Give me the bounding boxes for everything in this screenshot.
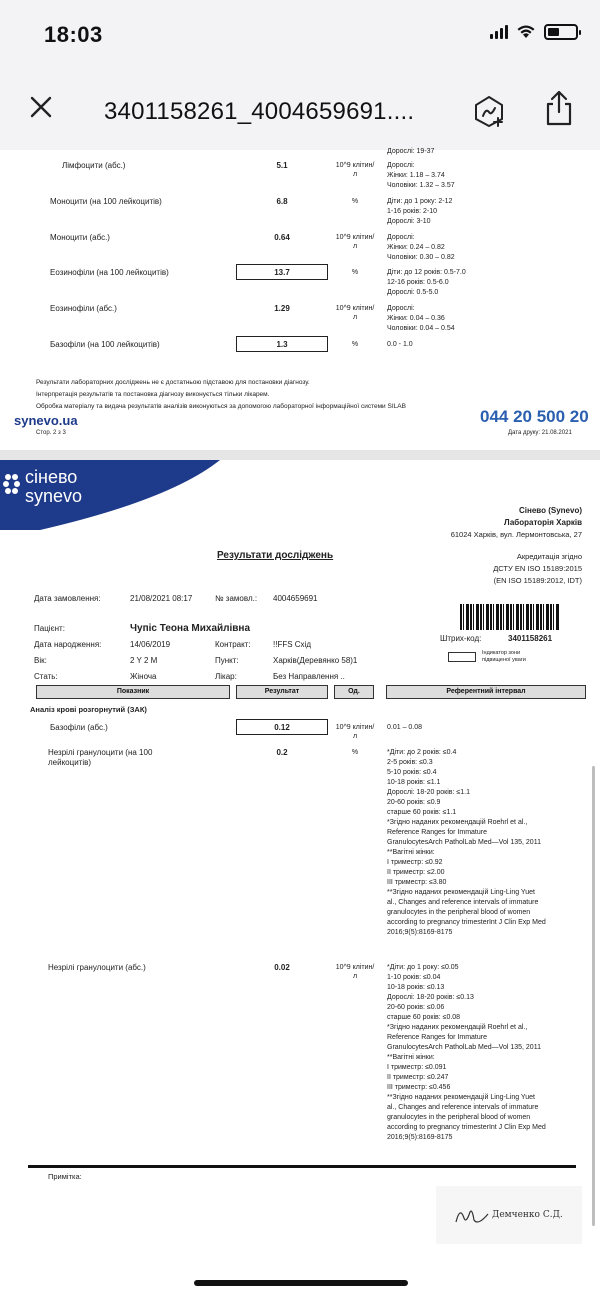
ref-text: 0.0 - 1.0 <box>387 341 413 348</box>
wifi-icon <box>516 25 536 39</box>
test-unit: 10^9 клітин/л <box>335 162 375 178</box>
viewer-nav-bar <box>0 70 600 150</box>
lab-city: Лабораторія Харків <box>504 518 582 527</box>
barcode-label: Штрих-код: <box>440 634 482 643</box>
synevo-logo-icon <box>2 472 22 496</box>
lab-name: Сінево (Synevo) <box>519 506 582 515</box>
test-unit: % <box>351 341 359 348</box>
document-page-3 <box>0 460 600 1297</box>
order-date: 21/08/2021 08:17 <box>130 594 193 603</box>
order-no: 4004659691 <box>273 594 318 603</box>
test-value: 1.29 <box>274 304 290 313</box>
test-name: Моноцити (абс.) <box>50 233 110 242</box>
test-name: Незрілі гранулоцити (абс.) <box>48 963 146 972</box>
test-name: Базофіли (на 100 лейкоцитів) <box>50 340 160 349</box>
status-time: 18:03 <box>44 22 103 47</box>
share-icon[interactable] <box>544 90 574 126</box>
test-name: Еозинофіли (абс.) <box>50 304 117 313</box>
ref-text: *Діти: до 2 років: ≤0.4 2-5 років: ≤0.3 5-10 років: ≤0.4 10-18 років: ≤1.1 Дорослі: 18-20 років: ≤1.1 20-60 років: ≤0.9 старше 60 років: ≤1.1 *Згідно наданих рекомендацій Roehrl et al., Reference Ranges for Immature GranulocytesArch PatholLab Med—Vol 135, 2011 **Вагітні жінки: I триместр: ≤0.92 II триместр: ≤2.00 III триместр: ≤3.80 **Згідно наданих рекомендацій Ling-Ling Yuet al., Changes and reference intervals of immature granulocytes in the peripheral blood of women according to pregnancy trimesterInt J Clin Exp Med 2016;9(5):8169-8175 <box>387 749 546 936</box>
disclaimer-text: Обробка матеріалу та видача результатів аналізів виконуються за допомогою лабораторної інформаційної системи SILAB <box>36 403 406 410</box>
doctor: Без Направлення .. <box>273 672 345 681</box>
ref-text: Діти: до 12 років: 0.5-7.0 12-16 років: 0.5-6.0 Дорослі: 0.5-5.0 <box>387 269 466 296</box>
close-icon[interactable] <box>28 94 54 120</box>
document-page-2 <box>0 150 600 450</box>
markup-icon[interactable] <box>472 94 506 128</box>
indicator-box <box>448 652 476 662</box>
status-icons <box>490 24 578 40</box>
phone-number: 044 20 500 20 <box>480 407 589 426</box>
test-value: 5.1 <box>276 161 288 170</box>
test-value: 0.2 <box>276 748 288 757</box>
point: Харків(Деревянко 58)1 <box>273 656 358 665</box>
test-name: Еозинофіли (на 100 лейкоцитів) <box>50 268 169 277</box>
ref-text: Дорослі: Жінки: 1.18 – 3.74 Чоловіки: 1.32 – 3.57 <box>387 162 455 189</box>
disclaimer-text: Результати лабораторних досліджень не є достатньою підставою для постановки діагнозу. <box>36 379 310 386</box>
test-name: Базофіли (абс.) <box>50 723 108 732</box>
page-number: Стор. 2 з 3 <box>36 430 66 436</box>
column-header-ref: Референтний інтервал <box>386 685 586 699</box>
test-unit: 10^9 клітин/л <box>335 724 375 740</box>
status-bar <box>0 0 600 70</box>
ref-text: Дорослі: 19-37 <box>387 148 435 155</box>
column-header-unit: Од. <box>334 685 374 699</box>
barcode-image <box>460 604 560 630</box>
test-name: Незрілі гранулоцити (на 100 лейкоцитів) <box>48 748 153 767</box>
test-value: 0.64 <box>274 233 290 242</box>
dob: 14/06/2019 <box>130 640 171 649</box>
note-label: Примітка: <box>48 1172 82 1181</box>
order-date-label: Дата замовлення: <box>34 594 101 603</box>
contract-label: Контракт: <box>215 640 251 649</box>
signature-stamp <box>436 1186 582 1244</box>
home-indicator[interactable] <box>194 1280 408 1286</box>
column-header-result: Результат <box>236 685 328 699</box>
accreditation: Акредитація згідно <box>516 552 582 561</box>
signal-icon <box>490 25 508 39</box>
test-unit: 10^9 клітин/л <box>335 964 375 980</box>
test-unit: % <box>351 198 359 205</box>
test-unit: % <box>351 749 359 756</box>
test-name: Моноцити (на 100 лейкоцитів) <box>50 197 162 206</box>
table-bottom-rule <box>28 1165 576 1168</box>
contract: !!FFS Схід <box>273 640 311 649</box>
age: 2 Y 2 M <box>130 656 158 665</box>
sex: Жіноча <box>130 672 157 681</box>
page-separator <box>0 450 600 460</box>
doctor-label: Лікар: <box>215 672 237 681</box>
section-title: Аналіз крові розгорнутий (ЗАК) <box>30 705 147 714</box>
scroll-indicator[interactable] <box>592 766 595 1226</box>
accreditation: ДСТУ EN ISO 15189:2015 <box>493 564 582 573</box>
test-value: 0.12 <box>274 723 290 732</box>
document-view[interactable] <box>0 150 600 1297</box>
test-unit: % <box>351 269 359 276</box>
ref-text: Діти: до 1 року: 2-12 1-16 років: 2-10 Дорослі: 3-10 <box>387 198 453 225</box>
logo-text: synevo <box>25 486 83 506</box>
point-label: Пункт: <box>215 656 239 665</box>
accreditation: (EN ISO 15189:2012, IDT) <box>493 576 582 585</box>
test-value: 0.02 <box>274 963 290 972</box>
ref-text: *Діти: до 1 року: ≤0.05 1-10 років: ≤0.04 10-18 років: ≤0.13 Дорослі: 18-20 років: ≤0.13 20-60 років: ≤0.06 старше 60 років: ≤0.08 *Згідно наданих рекомендацій Roehrl et al., Reference Ranges for Immature GranulocytesArch PatholLab Med—Vol 135, 2011 **Вагітні жінки: I триместр: ≤0.091 II триместр: ≤0.247 III триместр: ≤0.456 **Згідно наданих рекомендацій Ling-Ling Yuet al., Changes and reference intervals of immature granulocytes in the peripheral blood of women according to pregnancy trimesterInt J Clin Exp Med 2016;9(5):8169-8175 <box>387 964 546 1141</box>
age-label: Вік: <box>34 656 47 665</box>
ref-text: Дорослі: Жінки: 0.04 – 0.36 Чоловіки: 0.04 – 0.54 <box>387 305 455 332</box>
patient-label: Пацієнт: <box>34 624 65 633</box>
disclaimer-text: Інтерпретація результатів та постановка діагнозу виконується тільки лікарем. <box>36 391 270 398</box>
order-no-label: № замовл.: <box>215 594 258 603</box>
test-unit: 10^9 клітин/л <box>335 305 375 321</box>
test-value: 1.3 <box>276 340 288 349</box>
column-header-indicator: Показник <box>36 685 230 699</box>
lab-address: 61024 Харків, вул. Лермонтовська, 27 <box>450 530 582 539</box>
test-value: 13.7 <box>274 268 290 277</box>
test-unit: 10^9 клітин/л <box>335 234 375 250</box>
barcode-number: 3401158261 <box>508 634 553 643</box>
test-value: 6.8 <box>276 197 288 206</box>
battery-icon <box>544 24 578 40</box>
signature-scribble <box>454 1204 490 1228</box>
dob-label: Дата народження: <box>34 640 102 649</box>
results-title: Результати досліджень <box>217 550 334 561</box>
indicator-label: Індикатор зони підвищеної уваги <box>482 650 526 663</box>
test-name: Лімфоцити (абс.) <box>62 161 126 170</box>
patient-name: Чупіс Теона Михайлівна <box>130 623 251 634</box>
site-link: synevo.ua <box>14 413 78 428</box>
sex-label: Стать: <box>34 672 58 681</box>
ref-text: Дорослі: Жінки: 0.24 – 0.82 Чоловіки: 0.30 – 0.82 <box>387 234 455 261</box>
document-title: 3401158261_4004659691.... <box>104 98 415 125</box>
print-date: Дата друку: 21.08.2021 <box>508 430 572 436</box>
signer-name: Демченко С.Д. <box>492 1210 563 1220</box>
ref-text: 0.01 – 0.08 <box>387 724 423 731</box>
logo-text: сінево <box>25 467 78 487</box>
